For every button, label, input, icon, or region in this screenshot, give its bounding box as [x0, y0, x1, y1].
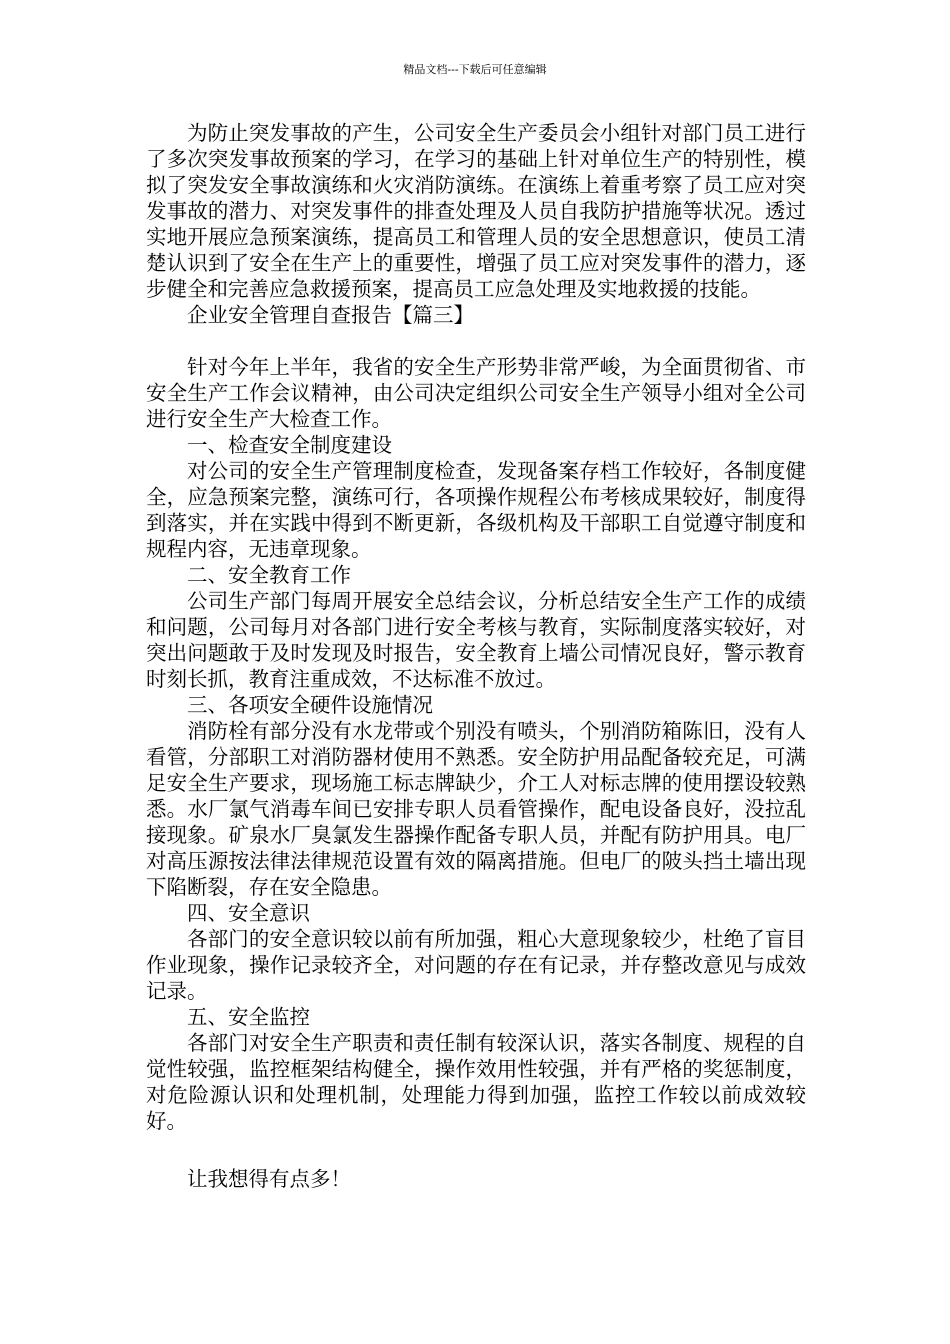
document-body	[146, 120, 806, 1192]
page-header: 精品文档---下载后可任意编辑	[403, 63, 547, 76]
heading-2: 二、安全教育工作	[187, 563, 351, 587]
heading-4: 四、安全意识	[187, 901, 310, 925]
closing-line: 让我想得有点多！	[187, 1167, 351, 1191]
paragraph-3: 消防栓有部分没有水龙带或个别没有喷头，个别消防箱陈旧，没有人看管，分部职工对消防器材使用不熟悉。安全防护用品配备较充足，可满足安全生产要求，现场施工标志牌缺少，介工人对标志牌的使用摆设较熟悉。水厂氯气消毒车间已安排专职人员看管操作，配电设备良好，没拉乱接现象。矿泉水厂臭氯发生器操作配备专职人员，并配有防护用具。电厂对高压源按法律法律规范设置有效的隔离措施。但电厂的陂头挡土墙出现下陷断裂，存在安全隐患。	[146, 719, 806, 899]
heading-1: 一、检查安全制度建设	[187, 433, 392, 457]
heading-3: 三、各项安全硬件设施情况	[187, 693, 433, 717]
paragraph-4: 各部门的安全意识较以前有所加强，粗心大意现象较少，杜绝了盲目作业现象，操作记录较齐全，对问题的存在有记录，并存整改意见与成效记录。	[146, 927, 806, 1003]
paragraph-2: 公司生产部门每周开展安全总结会议，分析总结安全生产工作的成绩和问题，公司每月对各部门进行安全考核与教育，实际制度落实较好，对突出问题敢于及时发现及时报告，安全教育上墙公司情况良好，警示教育时刻长抓，教育注重成效，不达标准不放过。	[146, 589, 806, 691]
heading-5: 五、安全监控	[187, 1005, 310, 1029]
paragraph-intro: 针对今年上半年，我省的安全生产形势非常严峻，为全面贯彻省、市安全生产工作会议精神，由公司决定组织公司安全生产领导小组对全公司进行安全生产大检查工作。	[146, 355, 806, 431]
paragraph-emergency-drill: 为防止突发事故的产生，公司安全生产委员会小组针对部门员工进行了多次突发事故预案的学习，在学习的基础上针对单位生产的特别性，模拟了突发安全事故演练和火灾消防演练。在演练上着重考察了员工应对突发事故的潜力、对突发事件的排查处理及人员自我防护措施等状况。透过实地开展应急预案演练，提高员工和管理人员的安全思想意识，使员工清楚认识到了安全在生产上的重要性，增强了员工应对突发事件的潜力，逐步健全和完善应急救援预案，提高员工应急处理及实地救援的技能。	[146, 121, 806, 301]
paragraph-1: 对公司的安全生产管理制度检查，发现备案存档工作较好，各制度健全，应急预案完整，演练可行，各项操作规程公布考核成果较好，制度得到落实，并在实践中得到不断更新，各级机构及干部职工自觉遵守制度和规程内容，无违章现象。	[146, 459, 806, 561]
section-title: 企业安全管理自查报告【篇三】	[187, 303, 474, 327]
paragraph-5: 各部门对安全生产职责和责任制有较深认识，落实各制度、规程的自觉性较强，监控框架结构健全，操作效用性较强，并有严格的奖惩制度，对危险源认识和处理机制，处理能力得到加强，监控工作较以前成效较好。	[146, 1031, 806, 1133]
